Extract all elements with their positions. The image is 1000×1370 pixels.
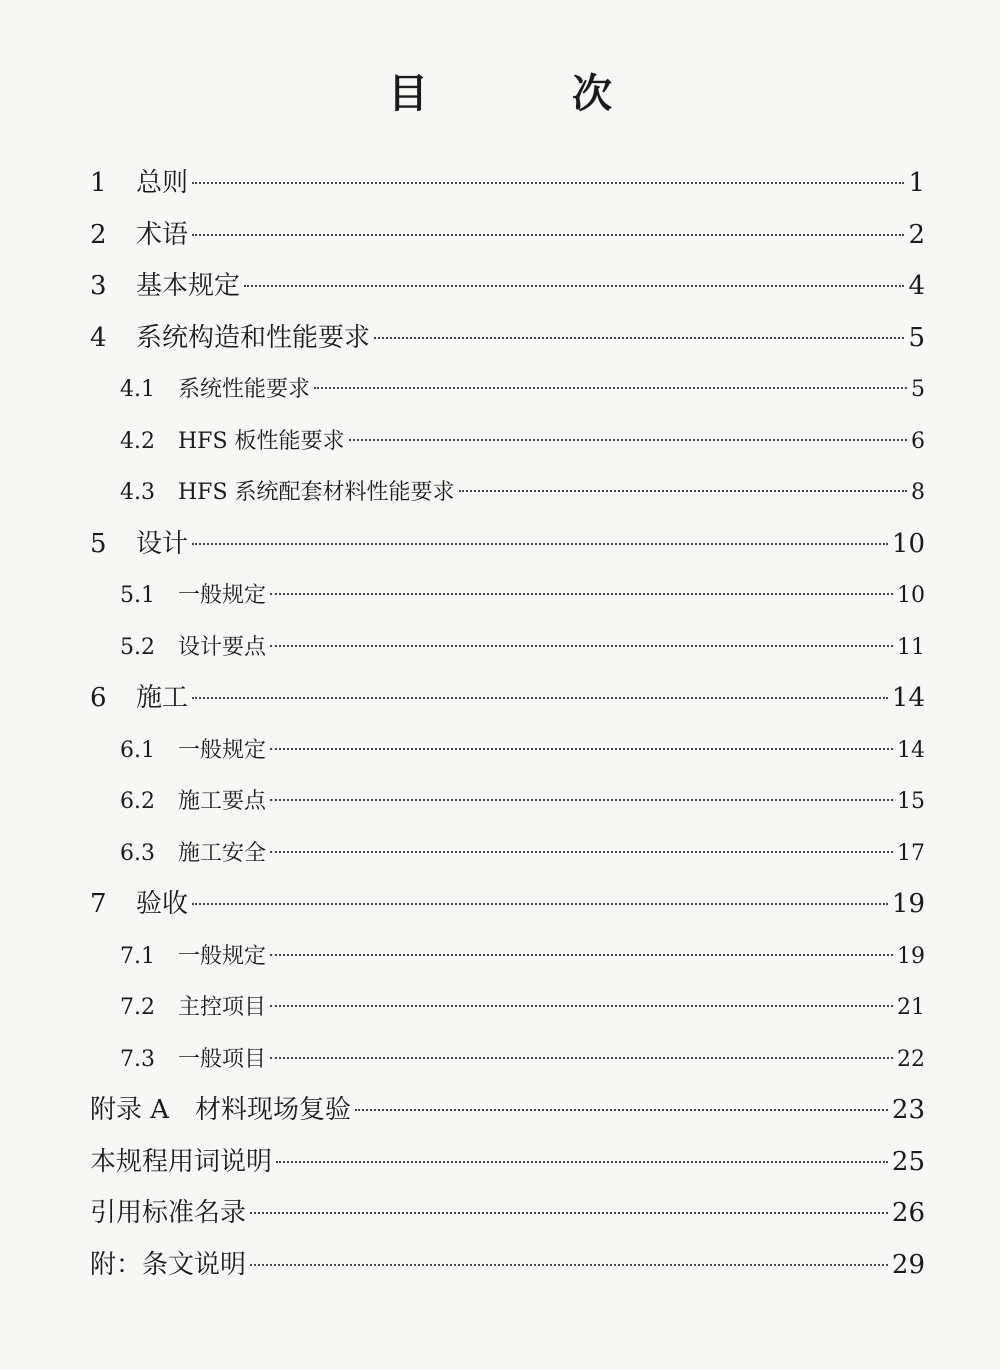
dot-leader xyxy=(276,1161,888,1163)
toc-entry-label: HFS 板性能要求 xyxy=(178,428,345,454)
toc-entry-label: 主控项目 xyxy=(178,995,267,1020)
dot-leader xyxy=(374,337,904,339)
toc-entry[interactable] xyxy=(90,364,925,416)
dot-leader xyxy=(270,1057,893,1059)
toc-entry-number: 6.3 xyxy=(120,840,155,866)
toc-entry[interactable] xyxy=(90,1188,925,1240)
toc-entry-label: 一般规定 xyxy=(178,737,267,763)
toc-entry[interactable] xyxy=(90,725,925,777)
toc-entry-label: 系统构造和性能要求 xyxy=(136,322,371,353)
toc-entry[interactable] xyxy=(90,210,925,262)
toc-entry-page: 14 xyxy=(891,683,925,713)
toc-entry-page: 29 xyxy=(891,1249,925,1280)
toc-entry-label: 术语 xyxy=(136,219,189,250)
toc-entry-label: 基本规定 xyxy=(136,271,241,301)
table-of-contents xyxy=(90,158,925,1291)
toc-entry[interactable] xyxy=(90,416,925,468)
toc-entry[interactable] xyxy=(90,931,925,983)
toc-entry-label: 验收 xyxy=(136,889,189,919)
toc-entry-label: 附：条文说明 xyxy=(90,1249,247,1280)
toc-entry-label: 一般项目 xyxy=(178,1046,267,1072)
toc-entry-number: 1 xyxy=(90,168,107,198)
dot-leader xyxy=(270,851,893,853)
dot-leader xyxy=(192,697,888,699)
toc-entry-label: 设计要点 xyxy=(178,634,267,660)
dot-leader xyxy=(192,543,888,545)
toc-entry-label: 一般规定 xyxy=(178,583,267,608)
toc-entry-page: 17 xyxy=(897,840,925,866)
toc-entry[interactable] xyxy=(90,673,925,725)
toc-entry[interactable] xyxy=(90,467,925,519)
toc-entry[interactable] xyxy=(90,982,925,1034)
toc-entry-page: 10 xyxy=(891,528,925,559)
toc-entry-page: 6 xyxy=(911,428,925,454)
toc-entry[interactable] xyxy=(90,776,925,828)
toc-entry-number: 6.2 xyxy=(120,789,155,814)
toc-entry-page: 5 xyxy=(908,322,925,353)
toc-entry-page: 2 xyxy=(908,219,925,250)
toc-entry[interactable] xyxy=(90,1240,925,1292)
toc-entry-number: 5.1 xyxy=(120,583,155,608)
toc-entry-page: 21 xyxy=(897,995,925,1020)
dot-leader xyxy=(349,439,907,441)
toc-entry-label: 系统性能要求 xyxy=(178,377,311,402)
toc-entry[interactable] xyxy=(90,622,925,674)
toc-entry-number: 6 xyxy=(90,683,107,713)
dot-leader xyxy=(270,748,893,750)
toc-entry-number: 7 xyxy=(90,889,107,919)
toc-entry-page: 23 xyxy=(891,1095,925,1125)
toc-entry-label: 引用标准名录 xyxy=(90,1198,247,1228)
toc-entry[interactable] xyxy=(90,570,925,622)
toc-entry-number: 3 xyxy=(90,271,107,301)
toc-entry-page: 19 xyxy=(891,889,925,919)
toc-entry-page: 11 xyxy=(897,634,925,660)
toc-entry-number: 4.2 xyxy=(120,428,155,454)
toc-entry[interactable] xyxy=(90,519,925,571)
dot-leader xyxy=(270,593,893,595)
toc-entry[interactable] xyxy=(90,313,925,365)
toc-entry[interactable] xyxy=(90,879,925,931)
dot-leader xyxy=(270,799,893,801)
toc-entry-page: 1 xyxy=(908,168,925,198)
toc-entry-number: 4.1 xyxy=(120,377,155,402)
toc-entry-label: 施工 xyxy=(136,683,189,713)
toc-entry[interactable] xyxy=(90,828,925,880)
toc-entry-page: 25 xyxy=(891,1146,925,1177)
toc-entry[interactable] xyxy=(90,1034,925,1086)
toc-entry-page: 5 xyxy=(911,377,925,402)
toc-entry-label: 设计 xyxy=(136,528,189,559)
toc-entry-label: HFS 系统配套材料性能要求 xyxy=(178,480,455,505)
toc-entry[interactable] xyxy=(90,1085,925,1137)
toc-entry-number: 4.3 xyxy=(120,480,155,505)
dot-leader xyxy=(250,1264,888,1266)
dot-leader xyxy=(314,387,907,389)
dot-leader xyxy=(192,182,904,184)
toc-entry-page: 22 xyxy=(897,1046,925,1072)
toc-entry-number: 7.3 xyxy=(120,1046,155,1072)
toc-entry-number: 2 xyxy=(90,219,107,250)
dot-leader xyxy=(192,234,904,236)
page-title: 目 次 xyxy=(388,70,664,117)
toc-entry-number: 7.2 xyxy=(120,995,155,1020)
toc-entry-number: 5.2 xyxy=(120,634,155,660)
toc-entry[interactable] xyxy=(90,1137,925,1189)
dot-leader xyxy=(192,903,888,905)
toc-entry-label: 施工要点 xyxy=(178,789,267,814)
toc-entry-page: 19 xyxy=(897,943,925,969)
dot-leader xyxy=(244,285,904,287)
toc-entry-label: 附录 A 材料现场复验 xyxy=(90,1095,352,1125)
toc-entry-page: 14 xyxy=(897,737,925,763)
dot-leader xyxy=(250,1212,888,1214)
dot-leader xyxy=(459,490,907,492)
toc-entry[interactable] xyxy=(90,261,925,313)
dot-leader xyxy=(270,1005,893,1007)
toc-entry-number: 4 xyxy=(90,322,107,353)
dot-leader xyxy=(270,645,893,647)
toc-entry-page: 15 xyxy=(897,789,925,814)
dot-leader xyxy=(270,954,893,956)
toc-entry-label: 总则 xyxy=(136,168,189,198)
toc-entry[interactable] xyxy=(90,158,925,210)
toc-entry-number: 5 xyxy=(90,528,107,559)
toc-entry-label: 施工安全 xyxy=(178,840,267,866)
toc-entry-number: 7.1 xyxy=(120,943,155,969)
toc-entry-label: 一般规定 xyxy=(178,943,267,969)
toc-entry-page: 10 xyxy=(897,583,925,608)
toc-entry-page: 8 xyxy=(911,480,925,505)
dot-leader xyxy=(355,1109,888,1111)
toc-entry-page: 26 xyxy=(891,1198,925,1228)
toc-entry-number: 6.1 xyxy=(120,737,155,763)
toc-entry-label: 本规程用词说明 xyxy=(90,1146,273,1177)
toc-entry-page: 4 xyxy=(908,271,925,301)
